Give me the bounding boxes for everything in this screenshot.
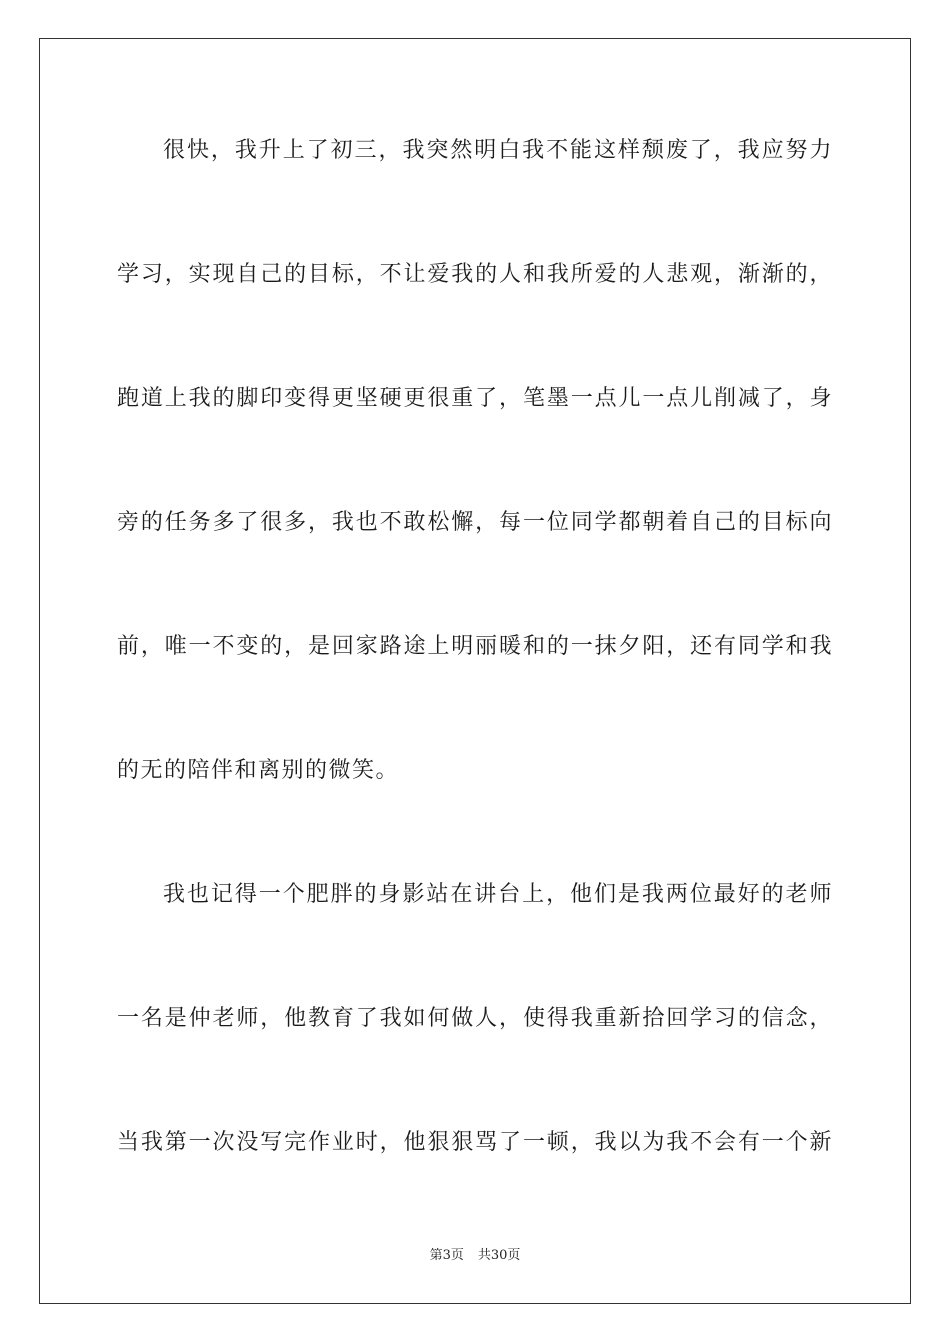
paragraph-line: 前，唯一不变的，是回家路途上明丽暖和的一抹夕阳，还有同学和我 [117,634,833,659]
paragraph-line: 我也记得一个肥胖的身影站在讲台上，他们是我两位最好的老师 [163,882,833,907]
page-total: 共30页 [477,1248,521,1263]
paragraph-line: 学习，实现自己的目标，不让爱我的人和我所爱的人悲观，渐渐的， [117,262,833,287]
paragraph-line: 旁的任务多了很多，我也不敢松懈，每一位同学都朝着自己的目标向 [117,510,833,535]
page-footer [0,1247,950,1265]
page-number: 第3页 [429,1248,464,1263]
paragraph-line: 当我第一次没写完作业时，他狠狠骂了一顿，我以为我不会有一个新 [117,1130,833,1155]
paragraph-line: 跑道上我的脚印变得更坚硬更很重了，笔墨一点儿一点儿削减了，身 [117,386,833,411]
paragraph-line: 的无的陪伴和离别的微笑。 [117,758,400,783]
paragraph-line: 一名是仲老师，他教育了我如何做人，使得我重新拾回学习的信念， [117,1006,833,1031]
paragraph-line: 很快，我升上了初三，我突然明白我不能这样颓废了，我应努力 [163,138,833,163]
page-border [39,38,911,1304]
